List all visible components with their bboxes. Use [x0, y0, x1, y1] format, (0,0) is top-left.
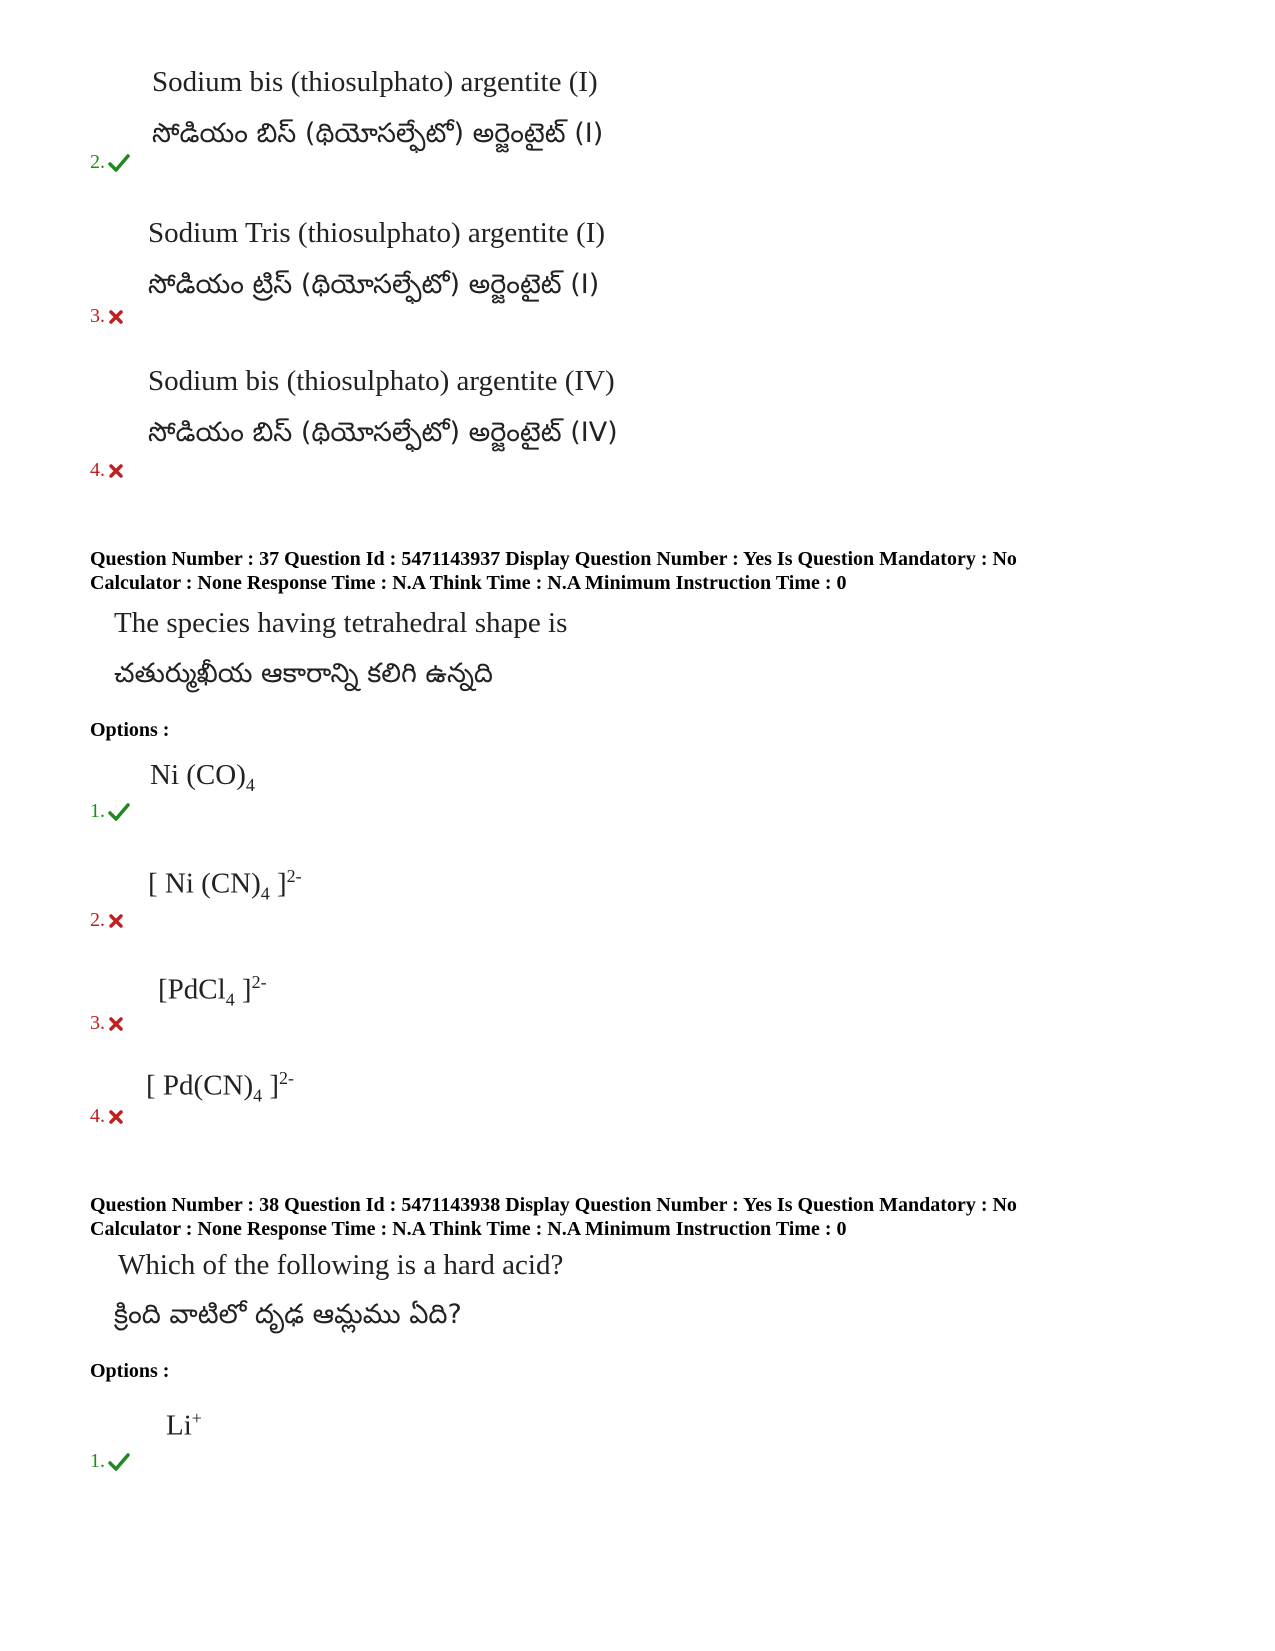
check-icon	[108, 154, 130, 172]
q37-option-2-number: 2.	[90, 909, 124, 932]
cross-icon	[108, 463, 124, 479]
prev-option-3-number: 3.	[90, 305, 124, 328]
question-37-meta: Question Number : 37 Question Id : 5471143937 Display Question Number : Yes Is Question Mandatory : No Calculator : None Response Time : N.A Think Time : N.A Minimum Instruction Time : 0	[90, 548, 1017, 594]
prev-option-4-number: 4.	[90, 459, 124, 482]
cross-icon	[108, 913, 124, 929]
q37-option-3-formula: [PdCl$_4$ ]$^{2-}$	[158, 972, 267, 1010]
q38-option-1-formula: Li+	[166, 1408, 202, 1442]
q37-option-4-number: 4.	[90, 1105, 124, 1128]
prev-option-2-te: సోడియం బిస్ (థియోసల్ఫేటో) అర్జెంటైట్ (I)	[152, 118, 604, 149]
check-icon	[108, 1453, 130, 1471]
cross-icon	[108, 1109, 124, 1125]
q37-option-4-formula: [ $Pd(CN)_4$ ]$^{2-}$	[146, 1068, 295, 1106]
prev-option-4-te: సోడియం బిస్ (థియోసల్ఫేటో) అర్జెంటైట్ (IV)	[148, 417, 618, 448]
prev-option-2-en: Sodium bis (thiosulphato) argentite (I)	[152, 66, 598, 98]
prev-option-4-en: Sodium bis (thiosulphato) argentite (IV)	[148, 365, 615, 397]
prev-option-2-number: 2.	[90, 151, 130, 174]
question-37-options-label: Options :	[90, 719, 170, 741]
prev-option-3-te: సోడియం ట్రిస్ (థియోసల్ఫేటో) అర్జెంటైట్ (I)	[148, 269, 600, 300]
check-icon	[108, 803, 130, 821]
cross-icon	[108, 309, 124, 325]
question-38-meta: Question Number : 38 Question Id : 5471143938 Display Question Number : Yes Is Question Mandatory : No Calculator : None Response Time : N.A Think Time : N.A Minimum Instruction Time : 0	[90, 1194, 1017, 1240]
question-38-text-en: Which of the following is a hard acid?	[118, 1249, 564, 1281]
q37-option-1-number: 1.	[90, 800, 130, 823]
question-38-text-te: క్రింది వాటిలో దృఢ ఆమ్లము ఏది?	[114, 1299, 462, 1330]
question-38-options-label: Options :	[90, 1360, 170, 1382]
q38-option-1-number: 1.	[90, 1450, 130, 1473]
question-37-text-en: The species having tetrahedral shape is	[114, 607, 568, 639]
q37-option-1-formula: Ni $(CO)_4$	[150, 759, 255, 795]
prev-option-3-en: Sodium Tris (thiosulphato) argentite (I)	[148, 217, 606, 249]
cross-icon	[108, 1016, 124, 1032]
q37-option-2-formula: [ Ni $(CN)_4$ ]$^{2-}$	[148, 866, 302, 904]
q37-option-3-number: 3.	[90, 1012, 124, 1035]
question-37-text-te: చతుర్ముఖీయ ఆకారాన్ని కలిగి ఉన్నది	[114, 658, 493, 689]
